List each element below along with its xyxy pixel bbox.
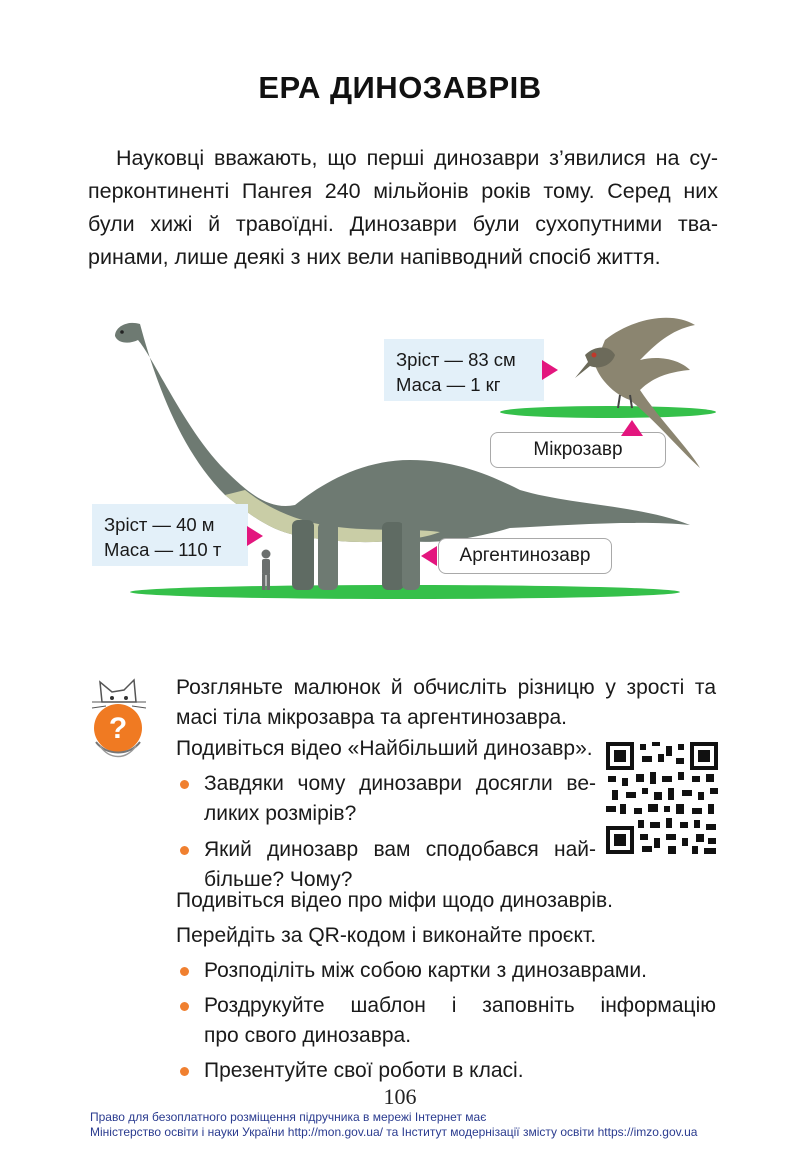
project-step-text: про свого динозавра. bbox=[204, 1024, 412, 1047]
project-task-block bbox=[176, 886, 716, 1086]
microraptor-name-label: Мікрозавр bbox=[490, 432, 666, 468]
task-instruction-line: Розгляньте малюнок й обчисліть різницю у зрості та bbox=[176, 676, 716, 699]
pointer-arrow-icon bbox=[421, 546, 437, 566]
human-silhouette-icon bbox=[262, 550, 271, 591]
bullet-icon bbox=[180, 1067, 189, 1076]
project-step bbox=[176, 956, 716, 986]
project-step-text: Роздрукуйте шаблон і заповніть інформацію bbox=[204, 994, 716, 1017]
bullet-icon bbox=[180, 1002, 189, 1011]
intro-line: Науковці вважають, що перші динозаври з’явилися на су- bbox=[116, 146, 718, 170]
microraptor-height: Зріст — 83 см bbox=[396, 349, 516, 370]
pointer-arrow-icon bbox=[542, 360, 558, 380]
microraptor-mass: Маса — 1 кг bbox=[396, 374, 501, 395]
footer-notice bbox=[90, 1110, 697, 1140]
microraptor-ground bbox=[500, 406, 716, 418]
qr-project-task: Перейдіть за QR-кодом і виконайте проєкт. bbox=[176, 924, 597, 947]
myths-video-task: Подивіться відео про міфи щодо динозаврів. bbox=[176, 889, 614, 912]
intro-line: були хижі й травоїдні. Динозаври були сухопутними тва- bbox=[88, 212, 718, 236]
footer-line: Міністерство освіти і науки України http://mon.gov.ua/ та Інститут модернізації змісту освіти https://imzo.gov.ua bbox=[90, 1125, 698, 1139]
video-task-block bbox=[176, 734, 596, 895]
svg-text:?: ? bbox=[108, 712, 128, 745]
argentinosaurus-info-box bbox=[92, 504, 248, 566]
question-line: Який динозавр вам сподобався най- bbox=[204, 838, 596, 861]
bullet-icon bbox=[180, 846, 189, 855]
project-step bbox=[176, 991, 716, 1051]
question-line: Завдяки чому динозаври досягли ве- bbox=[204, 772, 596, 795]
intro-line: перконтиненті Пангея 240 мільйонів років тому. Серед них bbox=[88, 179, 718, 203]
bullet-icon bbox=[180, 780, 189, 789]
page-title: ЕРА ДИНОЗАВРІВ bbox=[258, 70, 542, 105]
bullet-icon bbox=[180, 967, 189, 976]
pointer-arrow-icon bbox=[247, 526, 263, 546]
project-step-text: Презентуйте свої роботи в класі. bbox=[204, 1059, 524, 1082]
microraptor-info-box bbox=[384, 339, 544, 401]
task-block bbox=[176, 673, 716, 733]
question-line: ликих розмірів? bbox=[204, 802, 357, 825]
argentinosaurus-mass: Маса — 110 т bbox=[104, 539, 222, 560]
argentinosaurus-height: Зріст — 40 м bbox=[104, 514, 215, 535]
argentinosaurus-name-label: Аргентинозавр bbox=[438, 538, 612, 574]
page-number: 106 bbox=[383, 1084, 417, 1109]
task-instruction-line: масі тіла мікрозавра та аргентинозавра. bbox=[176, 706, 568, 729]
project-step bbox=[176, 1056, 716, 1086]
video-task-title: Подивіться відео «Найбільший динозавр». bbox=[176, 737, 593, 760]
qr-code[interactable] bbox=[606, 742, 718, 854]
cat-question-icon bbox=[86, 672, 152, 762]
footer-line: Право для безоплатного розміщення підручника в мережі Інтернет має bbox=[90, 1110, 487, 1124]
pointer-arrow-icon bbox=[621, 420, 643, 436]
project-step-text: Розподіліть між собою картки з динозаврами. bbox=[204, 959, 647, 982]
question-item bbox=[176, 769, 596, 829]
intro-paragraph bbox=[88, 142, 718, 274]
question-line: більше? Чому? bbox=[204, 868, 353, 891]
intro-line: ринами, лише деякі з них вели напівводний спосіб життя. bbox=[88, 245, 661, 269]
